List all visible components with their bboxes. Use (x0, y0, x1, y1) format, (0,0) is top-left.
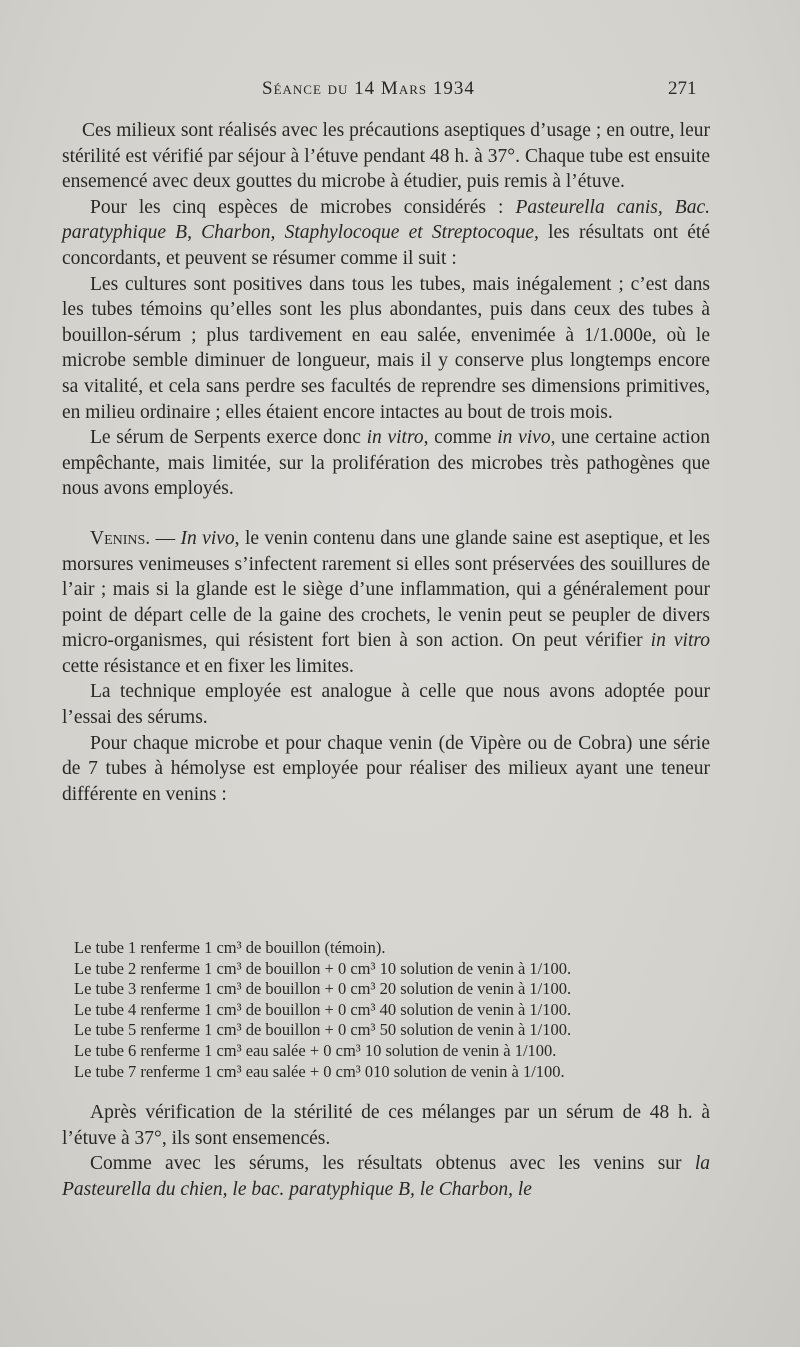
list-item: Le tube 1 renferme 1 cm³ de bouillon (témoin). (74, 938, 386, 957)
paragraph-5 (62, 526, 710, 680)
in-vivo-term-2: In vivo (180, 527, 235, 549)
paragraph-4-c: , une certaine action empêchante, mais limitée, sur la prolifération des microbes très pathogènes que nous avons employés. (62, 427, 710, 500)
page-number: 271 (668, 78, 697, 99)
tube-list (74, 938, 714, 1082)
paragraph-7: Pour chaque microbe et pour chaque venin (de Vipère ou de Cobra) une série de 7 tubes à hémolyse est employée pour réaliser des milieux ayant une teneur différente en venins : (62, 732, 710, 805)
paragraph-3: Les cultures sont positives dans tous les tubes, mais inégalement ; c’est dans les tubes témoins qu’elles sont les plus abondantes, puis dans ceux des tubes à bouillon-sérum ; plus tardivement en eau salée, envenimée à 1/1.000e, où le microbe semble diminuer de longueur, mais il y conserve plus longtemps encore sa vitalité, et cela sans perdre ses facultés de reprendre ses dimensions primitives, en milieu ordinaire ; elles étaient encore intactes au bout de trois mois. (62, 273, 710, 423)
paragraph-9 (62, 1151, 710, 1202)
list-item: Le tube 2 renferme 1 cm³ de bouillon + 0 cm³ 10 solution de venin à 1/100. (74, 958, 572, 978)
body-text (62, 118, 710, 807)
list-item: Le tube 6 renferme 1 cm³ eau salée + 0 cm³ 10 solution de venin à 1/100. (74, 1040, 557, 1060)
em-dash: — (150, 527, 181, 549)
paragraph-4 (62, 425, 710, 502)
paragraph-4-a: Le sérum de Serpents exerce donc (90, 427, 367, 449)
paragraph-9-a: Comme avec les sérums, les résultats obtenus avec les venins sur (90, 1153, 695, 1175)
closing-text (62, 1100, 710, 1202)
paragraph-2-rest: les résultats ont été concordants, et peuvent se résumer comme il suit : (62, 222, 710, 269)
paragraph-1: Ces milieux sont réalisés avec les précautions aseptiques d’usage ; en outre, leur stérilité est vérifié par séjour à l’étuve pendant 48 h. à 37°. Chaque tube est ensuite ensemencé avec deux gouttes du microbe à étudier, puis remis à l’étuve. (62, 120, 710, 193)
running-head: Séance du 14 Mars 1934 (262, 78, 475, 99)
list-item: Le tube 7 renferme 1 cm³ eau salée + 0 cm³ 010 solution de venin à 1/100. (74, 1061, 565, 1081)
paragraph-5-a: , le venin contenu dans une glande saine est aseptique, et les morsures venimeuses s’infectent rarement si elles sont préservées des souillures de l’air ; mais si la glande est le siège d’une inflammation, qui a généralement pour point de départ celle de la gaine des crochets, le venin peut se peupler de divers micro-organismes, qui résistent fort bien à son action. On peut vérifier (62, 527, 711, 652)
paragraph-5-b: cette résistance et en fixer les limites. (62, 655, 354, 677)
paragraph-6: La technique employée est analogue à celle que nous avons adoptée pour l’essai des sérums. (62, 681, 710, 729)
paragraph-9-italic: la Pasteurella du chien, le bac. paratyphique B, le Charbon, le (62, 1153, 710, 1200)
section-heading-venins: Venins. (90, 527, 151, 549)
paragraph-4-b: , comme (423, 427, 498, 449)
list-item: Le tube 5 renferme 1 cm³ de bouillon + 0 cm³ 50 solution de venin à 1/100. (74, 1020, 572, 1040)
section-gap (62, 502, 710, 526)
page-header (0, 78, 800, 104)
paragraph-2-lead: Pour les cinq espèces de microbes considérés : (90, 196, 516, 218)
paragraph-8: Après vérification de la stérilité de ces mélanges par un sérum de 48 h. à l’étuve à 37°, ils sont ensemencés. (62, 1102, 710, 1149)
in-vivo-term: in vivo (497, 427, 551, 449)
list-item: Le tube 3 renferme 1 cm³ de bouillon + 0 cm³ 20 solution de venin à 1/100. (74, 979, 572, 999)
species-list: Pasteurella canis, Bac. paratyphique B, Charbon, Staphylocoque et Streptocoque, (62, 196, 710, 244)
list-item: Le tube 4 renferme 1 cm³ de bouillon + 0 cm³ 40 solution de venin à 1/100. (74, 999, 572, 1019)
in-vitro-term: in vitro (366, 427, 424, 449)
in-vitro-term-2: in vitro (650, 630, 710, 652)
paragraph-2 (62, 195, 710, 272)
